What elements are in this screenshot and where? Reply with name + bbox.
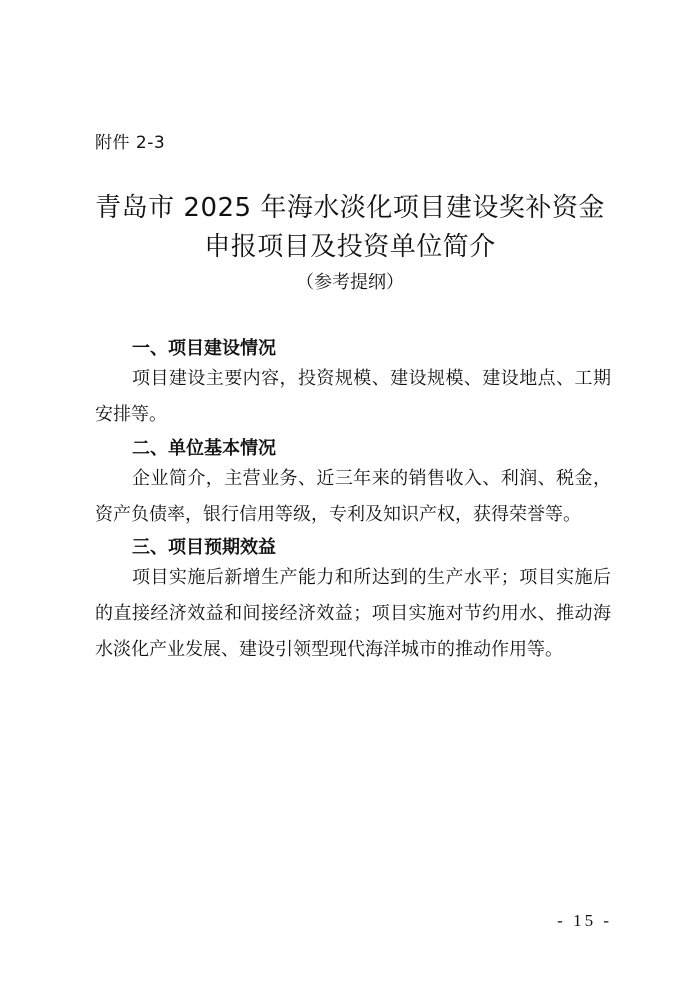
section-heading-expected-benefits: 三、项目预期效益 <box>132 537 276 558</box>
document-title-line-1: 青岛市 2025 年海水淡化项目建设奖补资金 <box>95 193 605 223</box>
section-body-unit-basic-info: 企业简介，主营业务、近三年来的销售收入、利润、税金，资产负债率，银行信用等级，专利及知识产权，获得荣誉等。 <box>95 468 611 525</box>
section-heading-unit-basic-info: 二、单位基本情况 <box>132 438 276 459</box>
section-body-expected-benefits: 项目实施后新增生产能力和所达到的生产水平；项目实施后的直接经济效益和间接经济效益；项目实施对节约用水、推动海水淡化产业发展、建设引领型现代海洋城市的推动作用等。 <box>95 567 611 660</box>
document-subtitle: （参考提纲） <box>296 272 404 293</box>
page-number: - 15 - <box>557 911 612 930</box>
section-heading-project-construction: 一、项目建设情况 <box>132 338 276 359</box>
section-body-project-construction: 项目建设主要内容，投资规模、建设规模、建设地点、工期安排等。 <box>95 368 611 425</box>
attachment-label: 附件 2-3 <box>95 133 166 153</box>
document-title-line-2: 申报项目及投资单位简介 <box>204 232 496 262</box>
